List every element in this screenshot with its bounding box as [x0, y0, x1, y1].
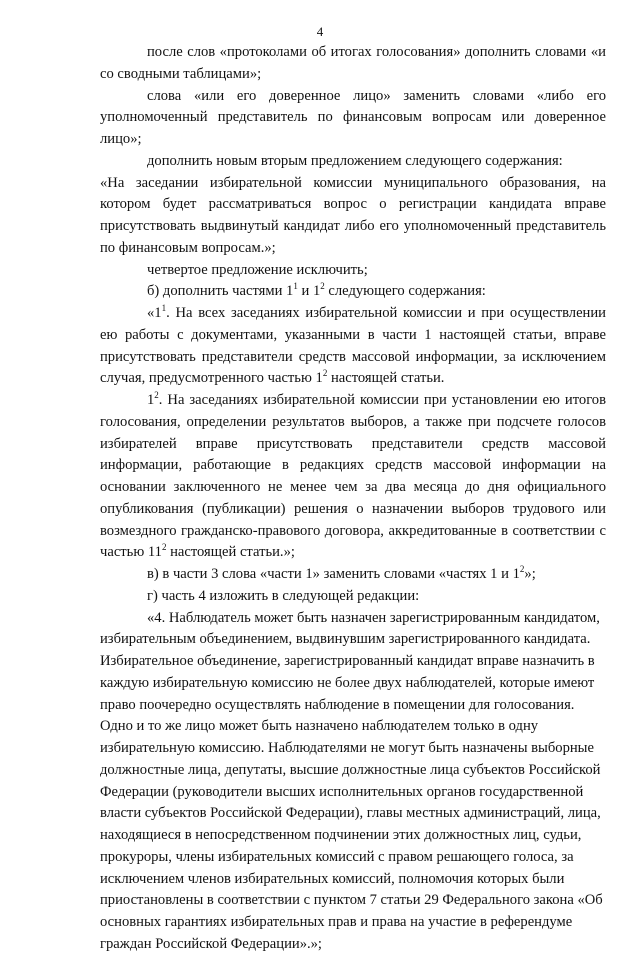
paragraph-text: и 1 [297, 283, 321, 300]
paragraph-text: в) в части 3 слова «части 1» заменить словами «частях 1 и 1 [147, 566, 520, 582]
paragraph [100, 173, 606, 260]
paragraph-text: 1 [147, 392, 155, 408]
superscript: 2 [161, 542, 167, 553]
superscript: 2 [154, 390, 159, 401]
superscript: 2 [322, 368, 328, 379]
paragraph-text: дополнить новым вторым предложением следующего содержания: [147, 152, 563, 169]
paragraph [100, 390, 606, 564]
paragraph-text: . На всех заседаниях избирательной комиссии и при осуществлении ею работы с документами, указанными в части 1 настоящей статьи, вправе присутствовать представители средств массовой информации, за исключением случая, предусмотренного частью 1 [100, 305, 606, 387]
paragraph-text: «На заседании избирательной комиссии муниципального образования, на котором будет рассматриваться вопрос о регистрации кандидата вправе присутствовать выдвинутый кандидат либо его уполномоченный представитель по финансовым вопросам.»; [100, 174, 606, 256]
paragraph [100, 564, 606, 586]
paragraph [100, 260, 606, 282]
paragraph-text: «4. Наблюдатель может быть назначен зарегистрированным кандидатом, избирательным объединением, выдвинувшим зарегистрированного кандидата. Избирательное объединение, зарегистрированный кандидат вправе назначить в каждую избирательную комиссию не более двух наблюдателей, которые имеют право поочередно осуществлять наблюдение в помещении для голосования. Одно и то же лицо может быть назначено наблюдателем только в одну избирательную комиссию. Наблюдателями не могут быть назначены выборные должностные лица, депутаты, высшие должностные лица субъектов Российской Федерации (руководители высших исполнительных органов государственной власти субъектов Российской Федерации), главы местных администраций, лица, находящиеся в непосредственном подчинении этих должностных лиц, судьи, прокуроры, члены избирательных комиссий с правом решающего голоса, за исключением членов избирательных комиссий, полномочия которых были приостановлены в соответствии с пунктом 7 статьи 29 Федерального закона «Об основных гарантиях избирательных прав и права на участие в референдуме граждан Российской Федерации».»; [100, 609, 603, 952]
paragraph [100, 586, 606, 608]
paragraph [100, 151, 606, 173]
superscript: 1 [293, 281, 298, 292]
paragraph [100, 86, 606, 151]
page-number: 4 [316, 24, 324, 39]
superscript: 1 [161, 303, 167, 314]
document-body [100, 42, 606, 956]
paragraph-text: »; [524, 566, 536, 582]
paragraph-text: слова «или его доверенное лицо» заменить словами «либо его уполномоченный представитель по финансовым вопросам или доверенное лицо»; [100, 87, 606, 147]
paragraph [100, 608, 606, 956]
paragraph-text: г) часть 4 изложить в следующей редакции: [147, 587, 420, 604]
paragraph-text: . На заседаниях избирательной комиссии при установлении ею итогов голосования, определении результатов выборов, а также при подсчете голосов избирателей вправе присутствовать представители средств массовой информации, работающие в редакциях средств массовой информации на основании заключенного не менее чем за два месяца до дня официального опубликования (публикации) решения о назначении выборов трудового или возмездного гражданско-правового договора, аккредитованные в соответствии с частью 11 [100, 392, 606, 561]
paragraph-text: б) дополнить частями 1 [147, 283, 294, 300]
paragraph [100, 303, 606, 390]
paragraph-text: следующего содержания: [324, 283, 486, 300]
paragraph-text: после слов «протоколами об итогах голосования» дополнить словами «и со сводными таблицами»; [100, 44, 606, 82]
paragraph-text: четвертое предложение исключить; [147, 261, 368, 278]
superscript: 2 [320, 281, 325, 292]
paragraph-text: настоящей статьи. [327, 370, 445, 387]
paragraph-text: «1 [147, 305, 162, 321]
superscript: 2 [519, 564, 525, 575]
paragraph [100, 42, 606, 86]
paragraph [100, 281, 606, 303]
paragraph-text: настоящей статьи.»; [166, 544, 295, 561]
